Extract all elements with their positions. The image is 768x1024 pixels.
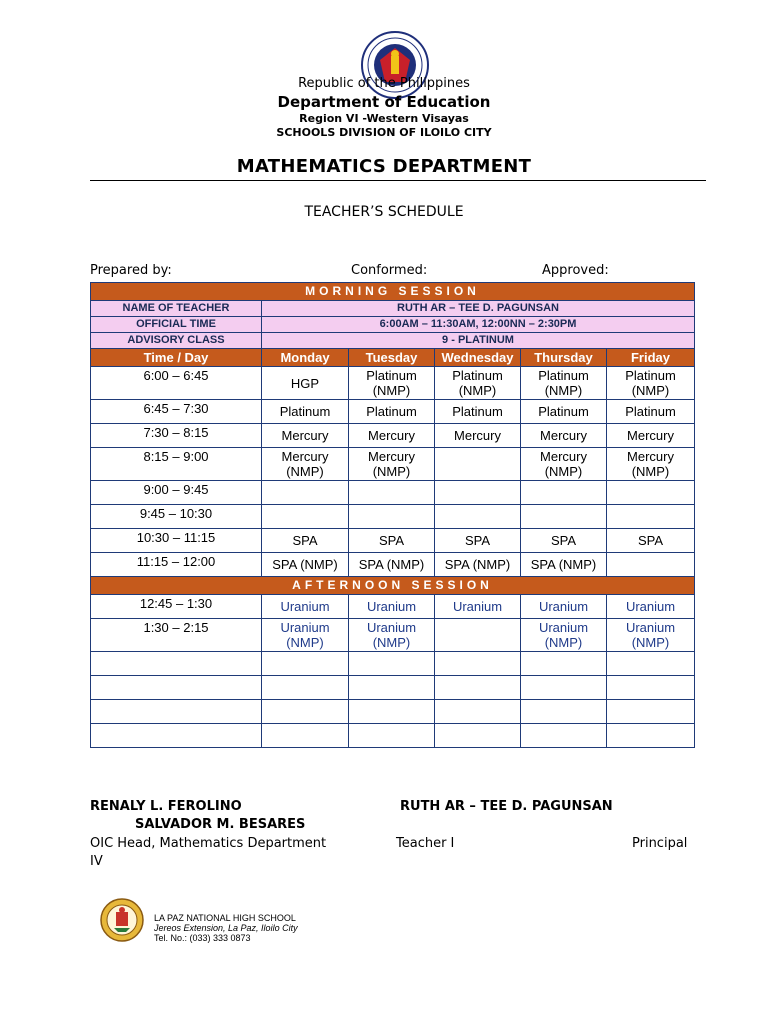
time-day-header: Time / Day [91, 349, 262, 367]
class-cell: Mercury [607, 424, 695, 448]
time-slot-cell: 9:45 – 10:30 [91, 505, 262, 529]
signatory-role-1-cont: IV [90, 854, 103, 869]
morning-row [91, 367, 695, 400]
region-line: Region VI -Western Visayas [299, 112, 469, 125]
teacher-name-row [91, 301, 695, 317]
time-slot-cell [91, 652, 262, 676]
class-cell [262, 676, 349, 700]
class-cell: Uranium (NMP) [262, 619, 349, 652]
class-cell: Uranium (NMP) [349, 619, 435, 652]
advisory-class-row [91, 333, 695, 349]
class-cell [521, 505, 607, 529]
afternoon-row [91, 724, 695, 748]
class-cell [521, 676, 607, 700]
class-cell [435, 700, 521, 724]
class-cell: Uranium [349, 595, 435, 619]
class-cell [521, 700, 607, 724]
class-cell [262, 505, 349, 529]
class-cell: SPA [521, 529, 607, 553]
class-cell [435, 652, 521, 676]
class-cell [607, 652, 695, 676]
class-cell [607, 700, 695, 724]
morning-row [91, 505, 695, 529]
time-slot-cell [91, 724, 262, 748]
class-cell: SPA (NMP) [262, 553, 349, 577]
morning-row [91, 424, 695, 448]
class-cell: Uranium (NMP) [607, 619, 695, 652]
signatory-name-1: RENALY L. FEROLINO [90, 799, 242, 814]
approved-label: Approved: [542, 263, 609, 278]
class-cell: Mercury [435, 424, 521, 448]
school-phone: Tel. No.: (033) 333 0873 [154, 933, 251, 943]
division-line: SCHOOLS DIVISION OF ILOILO CITY [276, 126, 492, 139]
official-time-label: OFFICIAL TIME [91, 317, 262, 333]
morning-row [91, 448, 695, 481]
class-cell: Mercury [521, 424, 607, 448]
signatory-name-3: SALVADOR M. BESARES [135, 817, 306, 832]
class-cell [607, 553, 695, 577]
class-cell [262, 652, 349, 676]
time-slot-cell: 1:30 – 2:15 [91, 619, 262, 652]
afternoon-session-row [91, 577, 695, 595]
class-cell: Uranium [607, 595, 695, 619]
class-cell: SPA [262, 529, 349, 553]
afternoon-row [91, 652, 695, 676]
schedule-table [90, 282, 695, 748]
class-cell: Platinum [262, 400, 349, 424]
day-header: Tuesday [349, 349, 435, 367]
department-name: Department of Education [277, 93, 491, 111]
class-cell: Platinum [521, 400, 607, 424]
class-cell: Mercury (NMP) [607, 448, 695, 481]
official-time-value: 6:00AM – 11:30AM, 12:00NN – 2:30PM [262, 317, 695, 333]
class-cell [521, 652, 607, 676]
class-cell: Platinum (NMP) [521, 367, 607, 400]
time-slot-cell: 10:30 – 11:15 [91, 529, 262, 553]
school-name: LA PAZ NATIONAL HIGH SCHOOL [154, 913, 296, 923]
class-cell: Platinum [607, 400, 695, 424]
class-cell: Uranium (NMP) [521, 619, 607, 652]
class-cell: Platinum (NMP) [435, 367, 521, 400]
class-cell [349, 700, 435, 724]
class-cell: SPA (NMP) [349, 553, 435, 577]
afternoon-row [91, 676, 695, 700]
schedule-title: TEACHER’S SCHEDULE [304, 204, 464, 220]
morning-session-label: MORNING SESSION [91, 283, 695, 301]
afternoon-row [91, 595, 695, 619]
name-label: NAME OF TEACHER [91, 301, 262, 317]
class-cell [607, 505, 695, 529]
class-cell [435, 724, 521, 748]
advisory-class-label: ADVISORY CLASS [91, 333, 262, 349]
class-cell [607, 676, 695, 700]
class-cell: HGP [262, 367, 349, 400]
signatory-role-3: Principal [632, 836, 688, 851]
page-title: MATHEMATICS DEPARTMENT [236, 156, 532, 177]
conformed-label: Conformed: [351, 263, 428, 278]
class-cell [521, 481, 607, 505]
class-cell: SPA [607, 529, 695, 553]
class-cell [262, 724, 349, 748]
afternoon-row [91, 700, 695, 724]
class-cell [349, 481, 435, 505]
day-header: Monday [262, 349, 349, 367]
class-cell [262, 700, 349, 724]
time-slot-cell [91, 676, 262, 700]
time-slot-cell: 7:30 – 8:15 [91, 424, 262, 448]
morning-session-row [91, 283, 695, 301]
school-logo-icon [100, 898, 144, 942]
class-cell [262, 481, 349, 505]
class-cell [435, 619, 521, 652]
class-cell [607, 481, 695, 505]
class-cell: Mercury (NMP) [521, 448, 607, 481]
class-cell [349, 724, 435, 748]
time-slot-cell: 6:45 – 7:30 [91, 400, 262, 424]
morning-row [91, 553, 695, 577]
republic-line: Republic of the Philippines [298, 76, 470, 91]
advisory-class-value: 9 - PLATINUM [262, 333, 695, 349]
time-slot-cell: 9:00 – 9:45 [91, 481, 262, 505]
class-cell [349, 676, 435, 700]
time-slot-cell: 6:00 – 6:45 [91, 367, 262, 400]
class-cell: Platinum [349, 400, 435, 424]
class-cell: Mercury (NMP) [349, 448, 435, 481]
class-cell [349, 652, 435, 676]
time-slot-cell: 11:15 – 12:00 [91, 553, 262, 577]
class-cell: Uranium [521, 595, 607, 619]
prepared-label: Prepared by: [90, 263, 172, 278]
class-cell: Uranium [262, 595, 349, 619]
time-slot-cell: 12:45 – 1:30 [91, 595, 262, 619]
day-header-row [91, 349, 695, 367]
class-cell: Mercury [262, 424, 349, 448]
class-cell: Platinum [435, 400, 521, 424]
school-address: Jereos Extension, La Paz, Iloilo City [154, 923, 298, 933]
class-cell [435, 676, 521, 700]
class-cell [349, 505, 435, 529]
class-cell [607, 724, 695, 748]
afternoon-row [91, 619, 695, 652]
signatory-name-2: RUTH AR – TEE D. PAGUNSAN [400, 799, 613, 814]
class-cell: Mercury (NMP) [262, 448, 349, 481]
class-cell [521, 724, 607, 748]
time-slot-cell: 8:15 – 9:00 [91, 448, 262, 481]
day-header: Wednesday [435, 349, 521, 367]
header-divider [90, 180, 706, 181]
day-header: Thursday [521, 349, 607, 367]
class-cell [435, 481, 521, 505]
signatory-role-1: OIC Head, Mathematics Department [90, 836, 327, 851]
morning-row [91, 400, 695, 424]
class-cell: Platinum (NMP) [607, 367, 695, 400]
morning-row [91, 529, 695, 553]
class-cell: Platinum (NMP) [349, 367, 435, 400]
time-slot-cell [91, 700, 262, 724]
official-time-row [91, 317, 695, 333]
class-cell: SPA (NMP) [521, 553, 607, 577]
class-cell: SPA [349, 529, 435, 553]
day-header: Friday [607, 349, 695, 367]
afternoon-session-label: AFTERNOON SESSION [91, 577, 695, 595]
class-cell: Mercury [349, 424, 435, 448]
class-cell [435, 448, 521, 481]
class-cell [435, 505, 521, 529]
class-cell: SPA (NMP) [435, 553, 521, 577]
class-cell: SPA [435, 529, 521, 553]
morning-row [91, 481, 695, 505]
name-value: RUTH AR – TEE D. PAGUNSAN [262, 301, 695, 317]
class-cell: Uranium [435, 595, 521, 619]
signatory-role-2: Teacher I [396, 836, 455, 851]
